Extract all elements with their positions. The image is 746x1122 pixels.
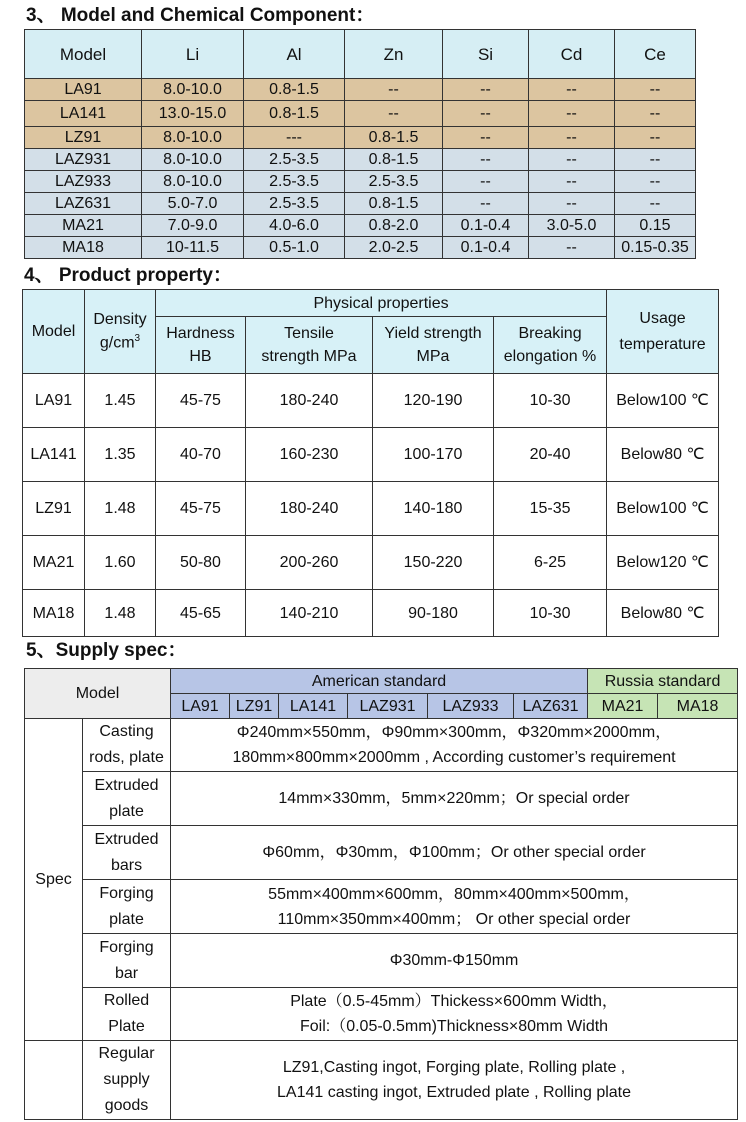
spec-value [171, 988, 738, 1041]
table-row [25, 149, 696, 171]
yield-line2: MPa [416, 348, 450, 365]
table-cell: -- [529, 79, 615, 101]
table-cell: 160-230 [246, 428, 373, 482]
table-row [23, 482, 719, 536]
table-cell: -- [443, 79, 529, 101]
header-usage-temperature [607, 290, 719, 374]
density-unit-exponent: 3 [134, 333, 141, 345]
table-cell: 40-70 [156, 428, 246, 482]
table-cell: 1.35 [85, 428, 156, 482]
spec-value [171, 826, 738, 880]
spec-category-line2: plate [109, 802, 144, 820]
yield-line1: Yield strength [384, 325, 482, 342]
table-cell: 1.45 [85, 374, 156, 428]
model-cell: LZ91 [25, 127, 142, 149]
spec-category-line1: Casting [99, 723, 154, 740]
table-cell: Below120 ℃ [607, 536, 719, 590]
column-header: Al [244, 30, 345, 79]
table-cell: Below80 ℃ [607, 590, 719, 637]
american-model: LZ91 [230, 694, 279, 719]
spec-value [171, 880, 738, 934]
table-cell: 140-210 [246, 590, 373, 637]
header-hardness [156, 317, 246, 374]
table-cell: -- [345, 79, 443, 101]
spec-category-line2: bars [110, 856, 143, 874]
spec-row [25, 772, 738, 826]
table-cell: 2.5-3.5 [244, 171, 345, 193]
american-model: LAZ631 [514, 694, 588, 719]
product-property-table [22, 289, 719, 637]
spec-label: Spec [25, 719, 83, 1041]
supply-label-line: supply [103, 1071, 150, 1088]
table-cell: 5.0-7.0 [142, 193, 244, 215]
table-row [25, 101, 696, 127]
spec-category-line1: Forging [99, 938, 154, 956]
russia-model: MA18 [658, 694, 738, 719]
spec-category-line2: plate [109, 910, 144, 928]
table-cell: 0.5-1.0 [244, 237, 345, 259]
table-cell: 4.0-6.0 [244, 215, 345, 237]
supply-spec-table [24, 668, 738, 1120]
spec-value-line2: 110mm×350mm×400mm； Or other special order [277, 910, 631, 928]
spec-value-line2: Foil:（0.05-0.5mm)Thickness×80mm Width [299, 1018, 609, 1035]
table-cell: -- [443, 171, 529, 193]
table-cell: 3.0-5.0 [529, 215, 615, 237]
spec-category-line2: rods, plate [89, 749, 164, 766]
model-cell: LAZ931 [25, 149, 142, 171]
table-cell: --- [244, 127, 345, 149]
spec-category [83, 880, 171, 934]
tensile-line1: Tensile [284, 325, 334, 342]
table-cell: 200-260 [246, 536, 373, 590]
spec-value-line1: 55mm×400mm×600mm，80mm×400mm×500mm， [268, 885, 640, 903]
supply-row [25, 1041, 738, 1120]
table-cell: 10-11.5 [142, 237, 244, 259]
spec-category-line2: bar [114, 964, 139, 982]
column-header: Ce [615, 30, 696, 79]
table-row [23, 536, 719, 590]
table-cell: 2.5-3.5 [244, 149, 345, 171]
table-cell: -- [615, 171, 696, 193]
table-cell: 13.0-15.0 [142, 101, 244, 127]
model-cell: LA141 [25, 101, 142, 127]
table-cell: 2.5-3.5 [345, 171, 443, 193]
table-cell: 50-80 [156, 536, 246, 590]
table-row [25, 127, 696, 149]
supply-value [171, 1041, 738, 1120]
table-cell: -- [529, 237, 615, 259]
section3-heading: 3、 Model and Chemical Component： [26, 5, 375, 26]
table-cell: 180-240 [246, 482, 373, 536]
header-yield [373, 317, 494, 374]
model-cell: LA91 [25, 79, 142, 101]
table-cell: -- [529, 101, 615, 127]
table-cell: 0.15 [615, 215, 696, 237]
table-cell: 1.48 [85, 590, 156, 637]
model-label: Model [25, 669, 171, 719]
table-cell: 90-180 [373, 590, 494, 637]
table-cell: -- [615, 101, 696, 127]
table-cell: -- [615, 127, 696, 149]
american-standard: American standard [171, 669, 588, 694]
table-row [23, 374, 719, 428]
table-row [25, 171, 696, 193]
table-cell: 0.8-1.5 [345, 127, 443, 149]
table-row [23, 428, 719, 482]
american-model: LAZ931 [348, 694, 428, 719]
table-cell: 0.15-0.35 [615, 237, 696, 259]
header-breaking [494, 317, 607, 374]
supply-label [83, 1041, 171, 1120]
header-tensile [246, 317, 373, 374]
table-cell: Below80 ℃ [607, 428, 719, 482]
spec-category-line1: Rolled [103, 992, 150, 1009]
header-physical-properties: Physical properties [156, 290, 607, 317]
table-row [23, 590, 719, 637]
american-model: LA91 [171, 694, 230, 719]
spec-category [83, 934, 171, 988]
table-cell: -- [529, 171, 615, 193]
usage-line1: Usage [639, 309, 686, 327]
table-cell: -- [443, 127, 529, 149]
table-cell: 7.0-9.0 [142, 215, 244, 237]
table-row [25, 193, 696, 215]
breaking-line2: elongation % [503, 348, 597, 365]
supply-label-line: goods [104, 1097, 149, 1114]
usage-line2: temperature [619, 335, 706, 353]
table-cell: -- [615, 149, 696, 171]
spec-row [25, 880, 738, 934]
model-cell: LAZ631 [25, 193, 142, 215]
table-cell: -- [615, 79, 696, 101]
table-cell: -- [615, 193, 696, 215]
breaking-line1: Breaking [518, 325, 582, 342]
spec-value [171, 934, 738, 988]
chemical-component-table [24, 29, 696, 259]
model-cell: LA141 [23, 428, 85, 482]
table-cell: 150-220 [373, 536, 494, 590]
table-cell: Below100 ℃ [607, 482, 719, 536]
spec-category [83, 719, 171, 772]
spec-row [25, 988, 738, 1041]
table-cell: 8.0-10.0 [142, 127, 244, 149]
section5-heading: 5、Supply spec： [26, 640, 187, 661]
model-cell: LA91 [23, 374, 85, 428]
table-cell: 0.1-0.4 [443, 237, 529, 259]
table-cell: 45-75 [156, 374, 246, 428]
table-cell: 0.8-1.5 [244, 79, 345, 101]
table-cell: 0.8-1.5 [345, 193, 443, 215]
table-cell: -- [443, 193, 529, 215]
blank-cell [25, 1041, 83, 1120]
russia-model: MA21 [588, 694, 658, 719]
table-cell: 15-35 [494, 482, 607, 536]
table-cell: -- [529, 149, 615, 171]
supply-value-line: LZ91,Casting ingot, Forging plate, Rolling plate , [282, 1059, 626, 1076]
spec-value-line1: Plate（0.5-45mm）Thickess×600mm Width， [290, 993, 618, 1010]
density-unit: g/cm [99, 334, 135, 352]
table-cell: Below100 ℃ [607, 374, 719, 428]
supply-label-line: Regular [98, 1045, 155, 1062]
spec-category-line1: Extruded [94, 830, 159, 848]
spec-value-line1: 14mm×330mm，5mm×220mm；Or special order [278, 790, 630, 807]
hardness-line1: Hardness [166, 325, 235, 342]
table-cell: 8.0-10.0 [142, 149, 244, 171]
hardness-line2: HB [189, 348, 212, 365]
section4-heading: 4、 Product property： [24, 265, 232, 286]
column-header: Si [443, 30, 529, 79]
spec-category-line2: Plate [108, 1018, 145, 1035]
spec-value [171, 719, 738, 772]
table-cell: 8.0-10.0 [142, 79, 244, 101]
table-row [25, 237, 696, 259]
table-cell: 180-240 [246, 374, 373, 428]
table-cell: -- [443, 149, 529, 171]
table-cell: 6-25 [494, 536, 607, 590]
table-row [25, 215, 696, 237]
table-cell: 1.48 [85, 482, 156, 536]
spec-category [83, 988, 171, 1041]
model-cell: MA21 [25, 215, 142, 237]
spec-row [25, 826, 738, 880]
table-cell: 2.0-2.5 [345, 237, 443, 259]
model-cell: LZ91 [23, 482, 85, 536]
spec-category [83, 826, 171, 880]
column-header: Li [142, 30, 244, 79]
table-cell: 0.1-0.4 [443, 215, 529, 237]
spec-category-line1: Extruded [94, 776, 159, 794]
table-cell: 1.60 [85, 536, 156, 590]
table-cell: 120-190 [373, 374, 494, 428]
spec-category [83, 772, 171, 826]
table-cell: 10-30 [494, 374, 607, 428]
header-density [85, 290, 156, 374]
spec-category-line1: Forging [99, 884, 154, 902]
density-line1: Density [93, 311, 147, 329]
american-model: LA141 [279, 694, 348, 719]
table-cell: 2.5-3.5 [244, 193, 345, 215]
table-cell: -- [443, 101, 529, 127]
model-cell: MA21 [23, 536, 85, 590]
table-cell: 0.8-1.5 [244, 101, 345, 127]
spec-value-line1: Φ240mm×550mm，Φ90mm×300mm，Φ320mm×2000mm， [236, 724, 672, 741]
model-cell: LAZ933 [25, 171, 142, 193]
table-cell: 0.8-2.0 [345, 215, 443, 237]
table-cell: 10-30 [494, 590, 607, 637]
table-cell: 45-65 [156, 590, 246, 637]
table-cell: 140-180 [373, 482, 494, 536]
spec-row [25, 719, 738, 772]
tensile-line2: strength MPa [261, 348, 357, 365]
table-cell: 45-75 [156, 482, 246, 536]
table-cell: 20-40 [494, 428, 607, 482]
table-cell: 100-170 [373, 428, 494, 482]
spec-row [25, 934, 738, 988]
column-header: Zn [345, 30, 443, 79]
column-header: Model [25, 30, 142, 79]
russia-standard: Russia standard [588, 669, 738, 694]
spec-value-line2: 180mm×800mm×2000mm , According customer’s requirement [232, 749, 676, 766]
spec-value-line1: Φ30mm-Φ150mm [389, 952, 519, 969]
table-cell: 8.0-10.0 [142, 171, 244, 193]
table-cell: -- [345, 101, 443, 127]
table-cell: -- [529, 193, 615, 215]
table-cell: 0.8-1.5 [345, 149, 443, 171]
spec-value-line1: Φ60mm，Φ30mm，Φ100mm；Or other special order [262, 844, 646, 861]
header-model: Model [23, 290, 85, 374]
table-cell: -- [529, 127, 615, 149]
model-cell: MA18 [23, 590, 85, 637]
american-model: LAZ933 [428, 694, 514, 719]
supply-value-line: LA141 casting ingot, Extruded plate , Rolling plate [277, 1084, 632, 1101]
column-header: Cd [529, 30, 615, 79]
spec-value [171, 772, 738, 826]
table-row [25, 79, 696, 101]
model-cell: MA18 [25, 237, 142, 259]
